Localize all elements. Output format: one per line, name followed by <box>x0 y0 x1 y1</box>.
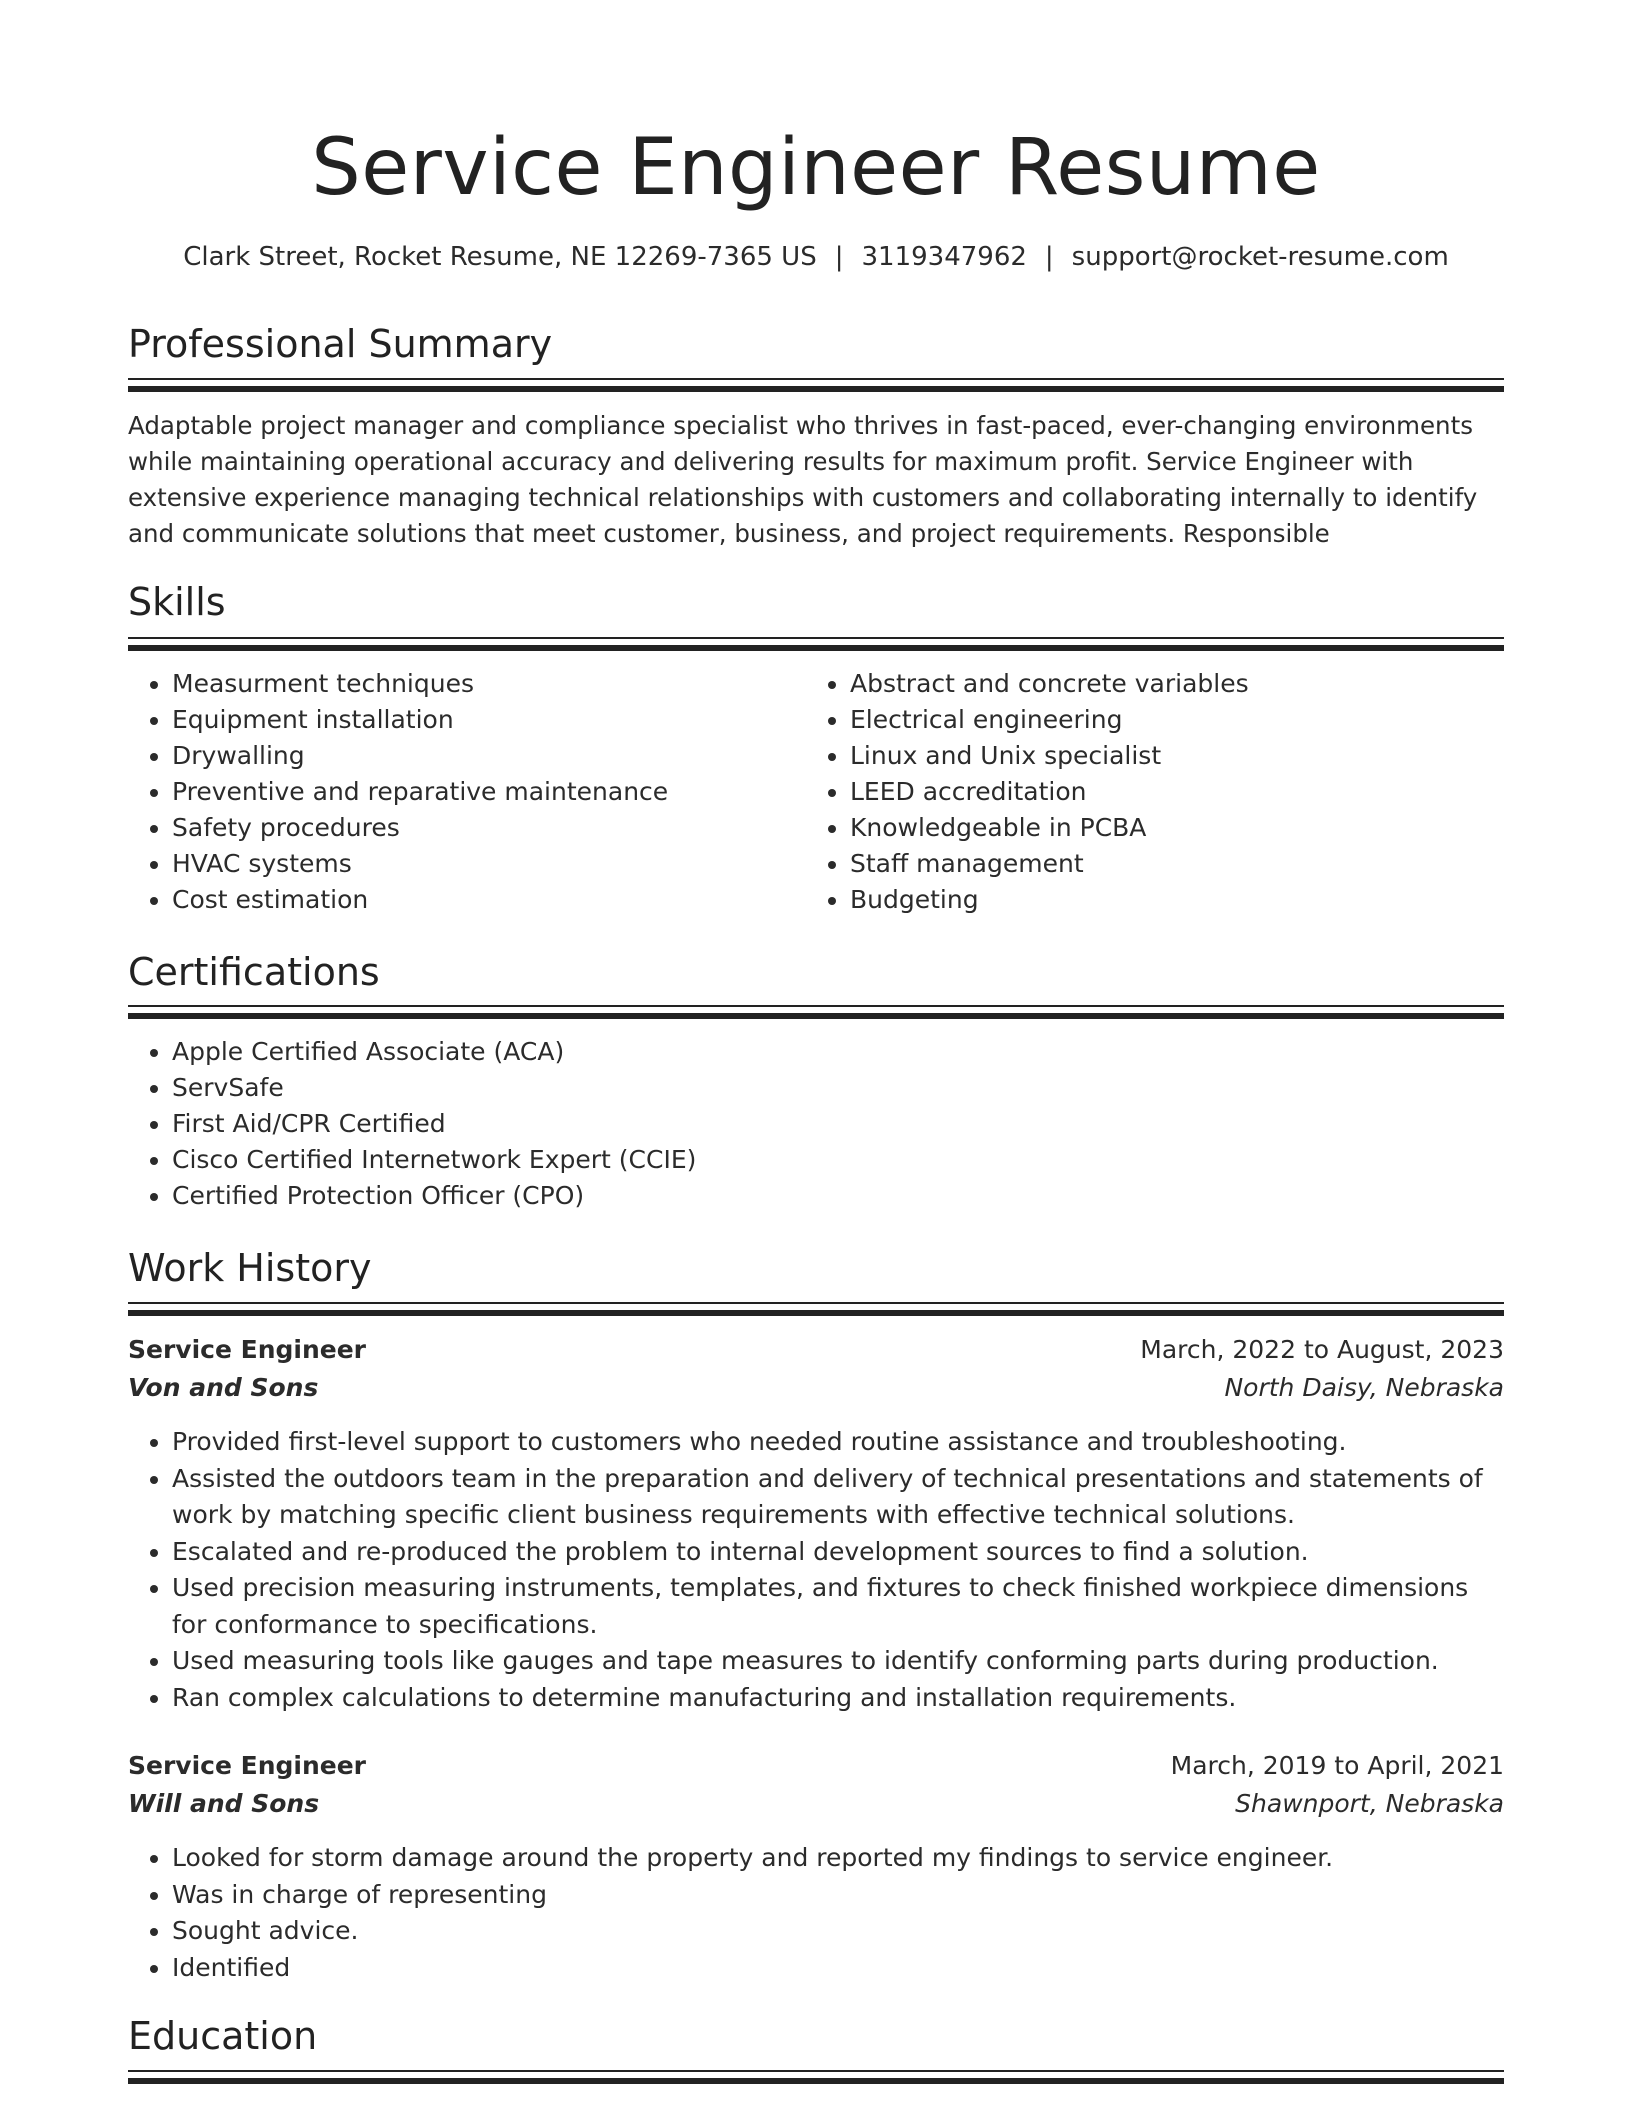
job-duties-list <box>128 1424 1504 1716</box>
job-duty-item: • Identified <box>172 1950 1504 1987</box>
job-duty-item: • Looked for storm damage around the property and reported my findings to service engineer. <box>172 1840 1504 1877</box>
job-company: Will and Sons <box>128 1789 320 1818</box>
certifications-list <box>128 1034 1504 1214</box>
job-company: Von and Sons <box>128 1373 319 1402</box>
job-location: North Daisy, Nebraska <box>1224 1373 1504 1402</box>
certification-item: • First Aid/CPR Certified <box>172 1106 1504 1142</box>
section-divider <box>128 1302 1504 1314</box>
contact-email[interactable]: support@rocket-resume.com <box>1071 242 1449 272</box>
job-dates: March, 2019 to April, 2021 <box>1170 1751 1504 1780</box>
skills-heading: Skills <box>128 580 226 624</box>
job-duty-item: • Provided first-level support to customers who needed routine assistance and troubleshooting. <box>172 1424 1504 1461</box>
section-divider <box>128 637 1504 649</box>
job-duty-item: • Escalated and re-produced the problem to internal development sources to find a solution. <box>172 1534 1504 1571</box>
job-location: Shawnport, Nebraska <box>1235 1789 1504 1818</box>
section-divider <box>128 1005 1504 1017</box>
skill-item: • Safety procedures <box>172 810 792 846</box>
job-duties-list <box>128 1840 1504 1986</box>
education-heading: Education <box>128 2014 318 2058</box>
resume-title: Service Engineer Resume <box>311 123 1321 213</box>
skills-list-left <box>128 666 792 918</box>
certifications-heading: Certifications <box>128 950 380 994</box>
summary-text: Adaptable project manager and compliance specialist who thrives in fast-paced, ever-changing environments while maintaining operational accuracy and delivering results for maximum profit. Service Engineer with extensive experience managing technical relationships with customers and collaborating internally to identify and communicate solutions that meet customer, business, and project requirements. Responsible <box>128 411 1478 548</box>
job-dates: March, 2022 to August, 2023 <box>1140 1335 1504 1364</box>
job-duty-item: • Used precision measuring instruments, templates, and fixtures to check finished workpiece dimensions for conformance to specifications. <box>172 1570 1504 1643</box>
job-duty-item: • Was in charge of representing <box>172 1877 1504 1914</box>
job-title-row <box>128 1331 1504 1369</box>
certification-item: • ServSafe <box>172 1070 1504 1106</box>
skill-item: • Preventive and reparative maintenance <box>172 774 792 810</box>
skill-item: • Budgeting <box>850 882 1500 918</box>
certification-item: • Apple Certified Associate (ACA) <box>172 1034 1504 1070</box>
certification-item: • Certified Protection Officer (CPO) <box>172 1178 1504 1214</box>
job-company-row <box>128 1369 1504 1407</box>
work-history-heading: Work History <box>128 1246 372 1290</box>
skill-item: • LEED accreditation <box>850 774 1500 810</box>
skill-item: • Drywalling <box>172 738 792 774</box>
contact-separator: | <box>834 242 844 272</box>
section-divider <box>128 2070 1504 2082</box>
skill-item: • Knowledgeable in PCBA <box>850 810 1500 846</box>
section-divider <box>128 378 1504 390</box>
skill-item: • Electrical engineering <box>850 702 1500 738</box>
contact-phone: 3119347962 <box>861 242 1027 272</box>
skill-item: • Cost estimation <box>172 882 792 918</box>
contact-separator: | <box>1044 242 1054 272</box>
job-duty-item: • Ran complex calculations to determine manufacturing and installation requirements. <box>172 1680 1504 1717</box>
job-duty-item: • Sought advice. <box>172 1913 1504 1950</box>
skills-list-right <box>806 666 1500 918</box>
job-title-row <box>128 1747 1504 1785</box>
skill-item: • Equipment installation <box>172 702 792 738</box>
skill-item: • Staff management <box>850 846 1500 882</box>
job-title: Service Engineer <box>128 1335 367 1364</box>
job-title: Service Engineer <box>128 1751 367 1780</box>
contact-address: Clark Street, Rocket Resume, NE 12269-7365 US <box>183 242 817 272</box>
skill-item: • Measurment techniques <box>172 666 792 702</box>
job-company-row <box>128 1785 1504 1823</box>
job-duty-item: • Used measuring tools like gauges and tape measures to identify conforming parts during production. <box>172 1643 1504 1680</box>
job-duty-item: • Assisted the outdoors team in the preparation and delivery of technical presentations and statements of work by matching specific client business requirements with effective technical solutions. <box>172 1461 1504 1534</box>
contact-line <box>0 240 1632 274</box>
summary-heading: Professional Summary <box>128 322 553 366</box>
skill-item: • HVAC systems <box>172 846 792 882</box>
certification-item: • Cisco Certified Internetwork Expert (CCIE) <box>172 1142 1504 1178</box>
skill-item: • Linux and Unix specialist <box>850 738 1500 774</box>
skill-item: • Abstract and concrete variables <box>850 666 1500 702</box>
